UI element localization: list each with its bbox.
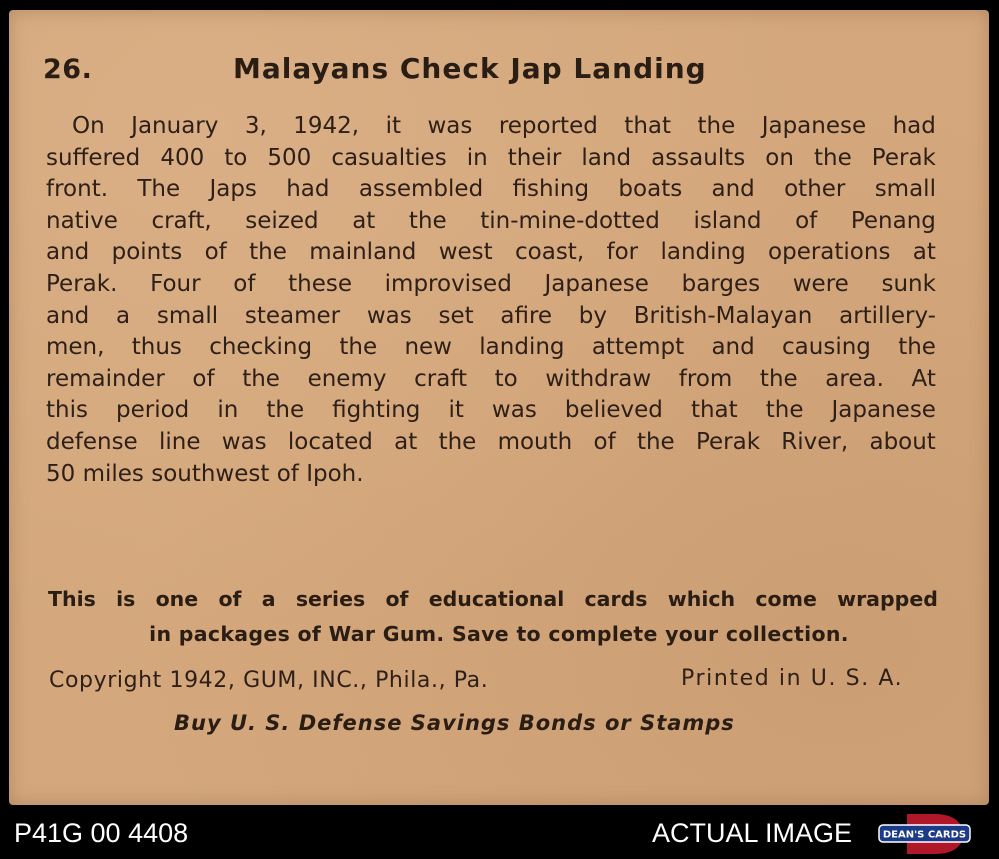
- logo-text: DEAN'S CARDS: [882, 829, 967, 841]
- promo-line-2: in packages of War Gum. Save to complete your collection.: [149, 622, 849, 646]
- body-line: suffered 400 to 500 casualties in their land assaults on the Perak: [46, 144, 936, 171]
- body-line: Perak. Four of these improvised Japanese barges were sunk: [46, 270, 936, 297]
- deans-cards-logo: [877, 812, 972, 856]
- printed-in-usa: Printed in U. S. A.: [681, 666, 904, 691]
- card-number: 26.: [43, 54, 93, 85]
- body-line: men, thus checking the new landing attempt and causing the: [46, 334, 936, 361]
- card-body-text: [46, 111, 936, 490]
- copyright-line: Copyright 1942, GUM, INC., Phila., Pa.: [49, 668, 489, 693]
- body-line: this period in the fighting it was believed that the Japanese: [46, 397, 936, 424]
- body-line: front. The Japs had assembled fishing boats and other small: [46, 176, 936, 203]
- body-line: and a small steamer was set afire by British-Malayan artillery-: [46, 302, 936, 329]
- body-line: defense line was located at the mouth of the Perak River, about: [46, 428, 936, 455]
- defense-bonds-slogan: Buy U. S. Defense Savings Bonds or Stamps: [174, 711, 735, 735]
- body-line: remainder of the enemy craft to withdraw from the area. At: [46, 365, 936, 392]
- body-line: native craft, seized at the tin-mine-dotted island of Penang: [46, 207, 936, 234]
- item-code: P41G 00 4408: [14, 818, 189, 848]
- actual-image-label: ACTUAL IMAGE: [652, 818, 853, 848]
- body-line: On January 3, 1942, it was reported that the Japanese had: [72, 113, 936, 139]
- card-title: Malayans Check Jap Landing: [233, 52, 707, 85]
- body-line: and points of the mainland west coast, for landing operations at: [46, 239, 936, 266]
- trading-card-back: [9, 10, 989, 805]
- body-line: 50 miles southwest of Ipoh.: [46, 460, 364, 487]
- promo-line-1: This is one of a series of educational cards which come wrapped: [48, 587, 938, 611]
